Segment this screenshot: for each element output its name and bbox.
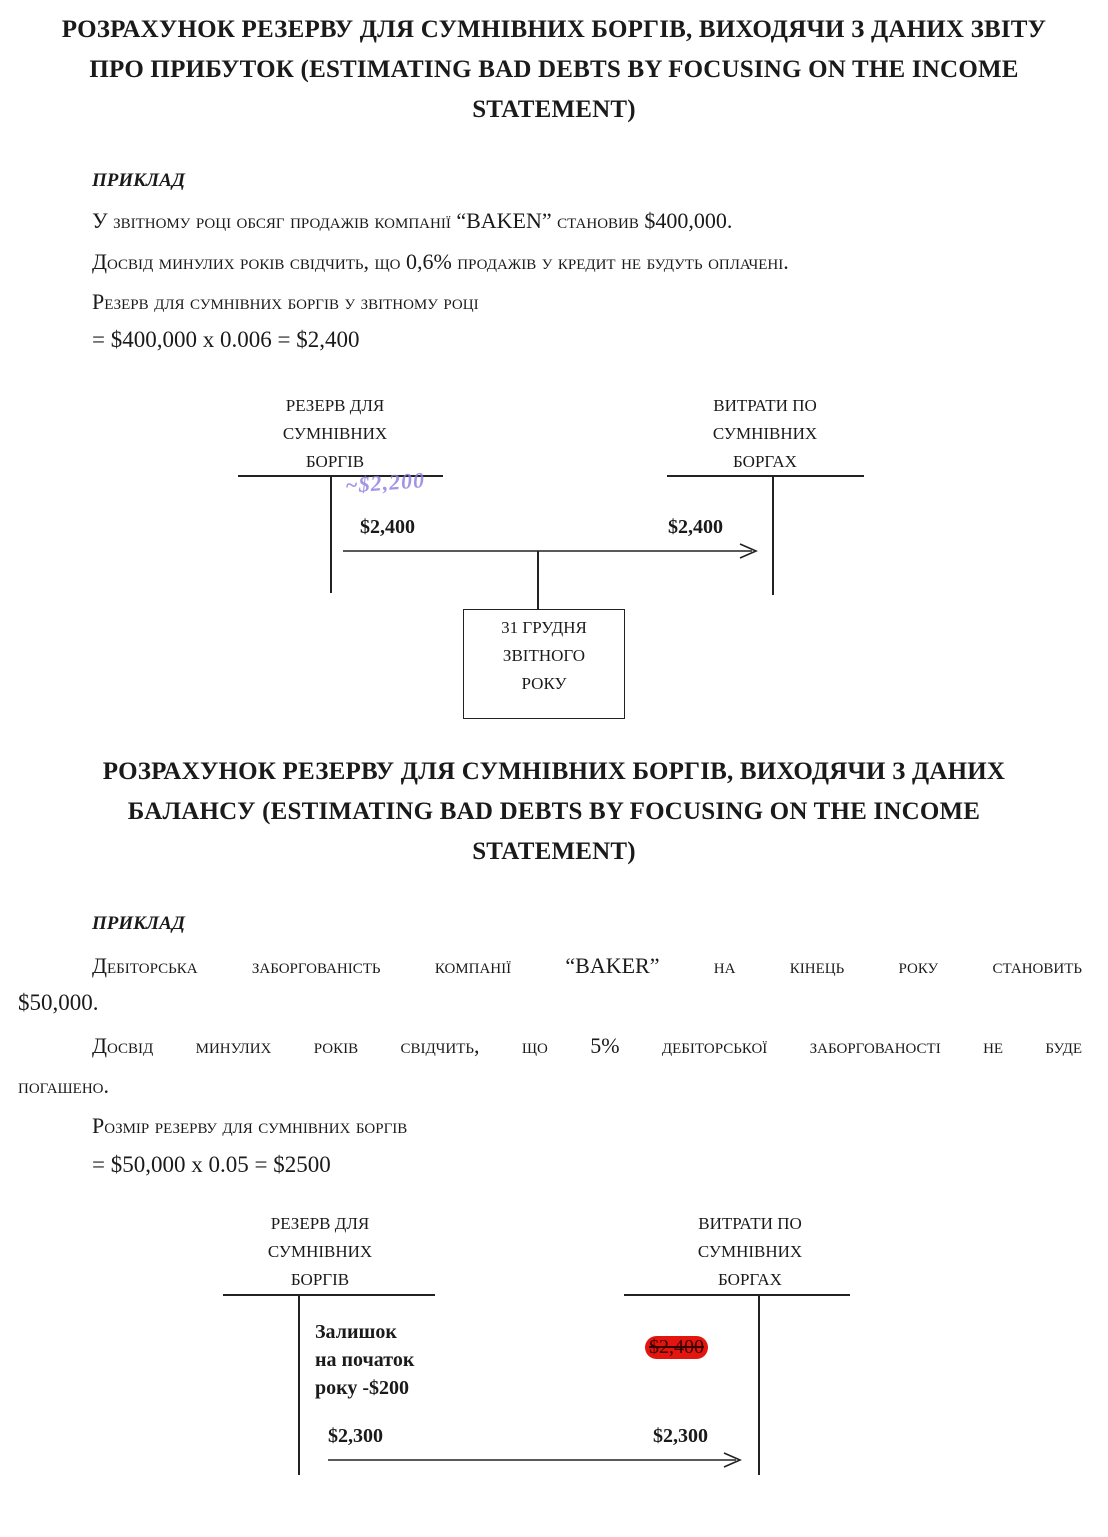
title-line: РОЗРАХУНОК РЕЗЕРВУ ДЛЯ СУМНІВНИХ БОРГІВ, ВИХОДЯЧИ З ДАНИХ xyxy=(102,758,1006,785)
t-account-left-top xyxy=(223,1294,435,1296)
title-line: STATEMENT) xyxy=(472,96,636,123)
transfer-arrow xyxy=(340,540,770,562)
t-account-left-stem xyxy=(298,1294,300,1475)
t-account-left-stem xyxy=(330,475,332,593)
highlighted-amount: $2,400 xyxy=(645,1336,708,1359)
left-amount: $2,400 xyxy=(360,516,415,538)
experience-line-2: Досвід минулих років свідчить, що 5% дебіторської заборгованості не буде xyxy=(92,1033,1082,1058)
calculation-line: = $400,000 х 0.006 = $2,400 xyxy=(92,327,360,352)
right-amount: $2,400 xyxy=(668,516,723,538)
transfer-arrow xyxy=(326,1448,751,1470)
connector-line xyxy=(537,551,539,610)
sales-volume-line: У звітному році обсяг продажів компанії “BAKEN” становив $400,000. xyxy=(92,208,733,233)
calculation-line-2: = $50,000 х 0.05 = $2500 xyxy=(92,1152,331,1177)
left-account-title: РЕЗЕРВ ДЛЯ СУМНІВНИХ БОРГІВ xyxy=(282,396,388,471)
t-account-right-stem xyxy=(772,475,774,595)
handwritten-note: ~$2,200 xyxy=(344,467,426,498)
example-label: ПРИКЛАД xyxy=(92,913,186,934)
date-box: 31 ГРУДНЯ ЗВІТНОГО РОКУ xyxy=(463,609,625,719)
title-line: ПРО ПРИБУТОК (ESTIMATING BAD DEBTS BY FOCUSING ON THE INCOME xyxy=(89,56,1019,83)
reserve-size-line: Розмір резерву для сумнівних боргів xyxy=(92,1113,408,1138)
right-account-title: ВИТРАТИ ПО СУМНІВНИХ БОРГАХ xyxy=(697,1214,803,1289)
section2-title xyxy=(0,752,1108,872)
title-line: БАЛАНСУ (ESTIMATING BAD DEBTS BY FOCUSING ON THE INCOME xyxy=(127,798,981,825)
opening-balance: Залишок на початок року -$200 xyxy=(315,1321,415,1399)
title-line: РОЗРАХУНОК РЕЗЕРВУ ДЛЯ СУМНІВНИХ БОРГІВ, ВИХОДЯЧИ З ДАНИХ ЗВІТУ xyxy=(61,16,1047,43)
title-line: STATEMENT) xyxy=(472,838,636,865)
t-account-right-top xyxy=(667,475,864,477)
receivables-amount: $50,000. xyxy=(18,990,99,1015)
experience-line-2-end: погашено. xyxy=(18,1073,109,1098)
t-account-right-top xyxy=(624,1294,850,1296)
left-amount: $2,300 xyxy=(328,1425,383,1447)
section1-title xyxy=(0,10,1108,130)
example-label: ПРИКЛАД xyxy=(92,170,186,191)
t-account-right-stem xyxy=(758,1294,760,1475)
right-account-title: ВИТРАТИ ПО СУМНІВНИХ БОРГАХ xyxy=(712,396,818,471)
left-account-title: РЕЗЕРВ ДЛЯ СУМНІВНИХ БОРГІВ xyxy=(267,1214,373,1289)
experience-line: Досвід минулих років свідчить, що 0,6% продажів у кредит не будуть оплачені. xyxy=(92,249,789,274)
right-amount: $2,300 xyxy=(653,1425,708,1447)
receivables-line: Дебіторська заборгованість компанії “BAKER” на кінець року становить xyxy=(92,953,1082,978)
reserve-line: Резерв для сумнівних боргів у звітному році xyxy=(92,289,479,314)
